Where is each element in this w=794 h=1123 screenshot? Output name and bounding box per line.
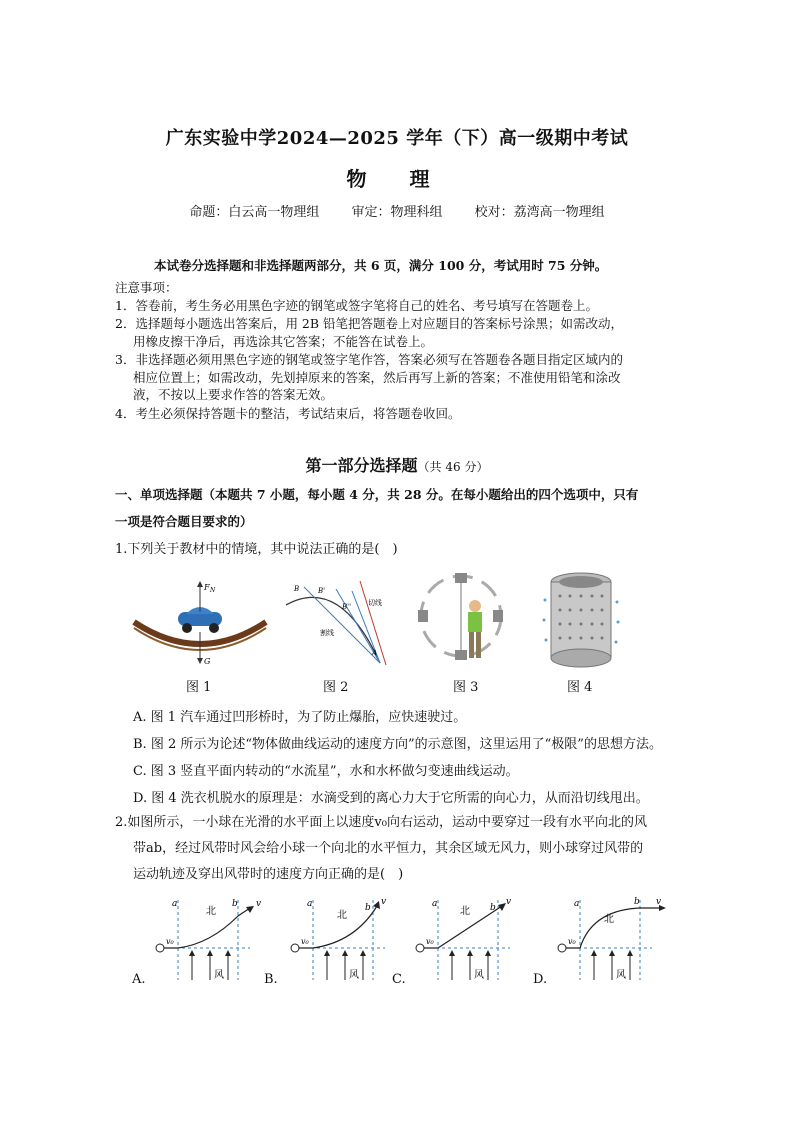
svg-text:v: v: [506, 897, 512, 907]
q1-option-b: B. 图 2 所示为论述“物体做曲线运动的速度方向”的示意图，这里运用了“极限”的思想方法。: [133, 737, 662, 752]
svg-text:v: v: [256, 899, 262, 909]
svg-text:B': B': [318, 587, 326, 595]
q2-diagram-b: [285, 892, 395, 984]
svg-text:v₀: v₀: [166, 937, 174, 946]
svg-text:N: N: [210, 587, 216, 594]
q1-option-d: D. 图 4 洗衣机脱水的原理是：水滴受到的离心力大于它所需的向心力，从而沿切线甩出。: [133, 791, 649, 806]
svg-text:a: a: [172, 899, 178, 909]
svg-text:G: G: [204, 657, 211, 666]
svg-text:北: 北: [604, 914, 614, 925]
q2-choice-b: B.: [264, 972, 278, 987]
svg-text:a: a: [574, 899, 580, 909]
figure-3-caption: 图 3: [453, 680, 479, 695]
q2-choice-a: A.: [132, 972, 146, 987]
q2-diagram-a: [150, 892, 260, 984]
svg-text:v: v: [381, 897, 387, 907]
exam-title: 广东实验中学2024—2025 学年（下）高一级期中考试: [165, 128, 629, 149]
svg-text:割线: 割线: [320, 629, 334, 637]
q1-option-a: A. 图 1 汽车通过凹形桥时，为了防止爆胎，应快速驶过。: [133, 710, 467, 725]
question-1-stem: 1.下列关于教材中的情境，其中说法正确的是( ): [115, 542, 398, 557]
figure-2-caption: 图 2: [323, 680, 349, 695]
note-item: 1．答卷前，考生务必用黑色字迹的钢笔或签字笔将自己的姓名、考号填写在答题卷上。: [115, 298, 598, 313]
svg-text:北: 北: [206, 906, 216, 917]
svg-text:v₀: v₀: [301, 937, 309, 946]
proofreader: 校对：荔湾高一物理组: [474, 205, 605, 220]
figure-4-washer-drum: [540, 570, 622, 670]
q1-option-c: C. 图 3 竖直平面内转动的“水流星”，水和水杯做匀变速曲线运动。: [133, 764, 519, 779]
svg-text:b: b: [634, 897, 640, 907]
proposer: 命题：白云高一物理组: [189, 205, 320, 220]
svg-text:v₀: v₀: [568, 937, 576, 946]
figure-3-water-meteor: [413, 572, 509, 670]
q2-choice-d: D.: [533, 972, 548, 987]
svg-text:切线: 切线: [368, 599, 382, 607]
note-item: 2．选择题每小题选出答案后，用 2B 铅笔把答题卷上对应题目的答案标号涂黑；如需改动， 用橡皮擦干净后，再选涂其它答案；不能答在试卷上。: [115, 316, 624, 349]
svg-text:v: v: [656, 897, 662, 907]
svg-text:风: 风: [474, 970, 484, 981]
svg-text:风: 风: [214, 970, 224, 981]
note-item: 3．非选择题必须用黑色字迹的钢笔或签字笔作答，答案必须写在答题卷各题目指定区域内的 相应位置上；如需改动，先划掉原来的答案，然后再写上新的答案；不准使用铅笔和涂改 液，不按以上要求作答的答案无效。: [115, 352, 623, 402]
figure-2-tangent-limit: [280, 575, 392, 670]
figure-4-caption: 图 4: [567, 680, 593, 695]
question-2-stem: 2.如图所示，一小球在光滑的水平面上以速度v₀向右运动，运动中要穿过一段有水平向北的风 带ab，经过风带时风会给小球一个向北的水平恒力，其余区域无风力，则小球穿过风带的 运动轨迹及穿出风带时的速度方向正确的是( ): [115, 815, 647, 882]
svg-text:b: b: [365, 903, 371, 913]
person-icon: [469, 600, 481, 612]
svg-text:B: B: [294, 585, 300, 593]
note-item: 4．考生必须保持答题卡的整洁，考试结束后，将答题卷收回。: [115, 406, 461, 421]
svg-text:风: 风: [349, 970, 359, 981]
q2-diagram-d: [552, 892, 668, 984]
svg-text:F: F: [204, 583, 210, 592]
figure-1-caption: 图 1: [186, 680, 212, 695]
q2-diagram-c: [410, 892, 520, 984]
svg-text:B'': B'': [342, 603, 351, 611]
part-one-title: 第一部分选择题（共 46 分）: [305, 456, 489, 475]
svg-text:北: 北: [460, 906, 470, 917]
figure-1-car-bridge: [132, 578, 268, 670]
svg-text:北: 北: [337, 910, 347, 921]
section-heading: 一、单项选择题（本题共 7 小题，每小题 4 分，共 28 分。在每小题给出的四个选项中，只有 一项是符合题目要求的）: [115, 487, 639, 529]
notes-heading: 注意事项：: [115, 280, 178, 295]
svg-text:A: A: [372, 649, 378, 657]
svg-text:a: a: [432, 899, 438, 909]
exam-meta: [0, 201, 794, 220]
q2-choice-c: C.: [392, 972, 406, 987]
svg-text:b: b: [232, 899, 238, 909]
svg-text:v₀: v₀: [426, 937, 434, 946]
reviewer: 审定：物理科组: [351, 205, 443, 220]
svg-text:风: 风: [616, 970, 626, 981]
exam-intro: 本试卷分选择题和非选择题两部分，共 6 页，满分 100 分，考试用时 75 分钟。: [154, 258, 608, 273]
svg-text:a: a: [307, 899, 313, 909]
subject-title: 物 理: [346, 167, 448, 191]
svg-text:b: b: [490, 903, 496, 913]
